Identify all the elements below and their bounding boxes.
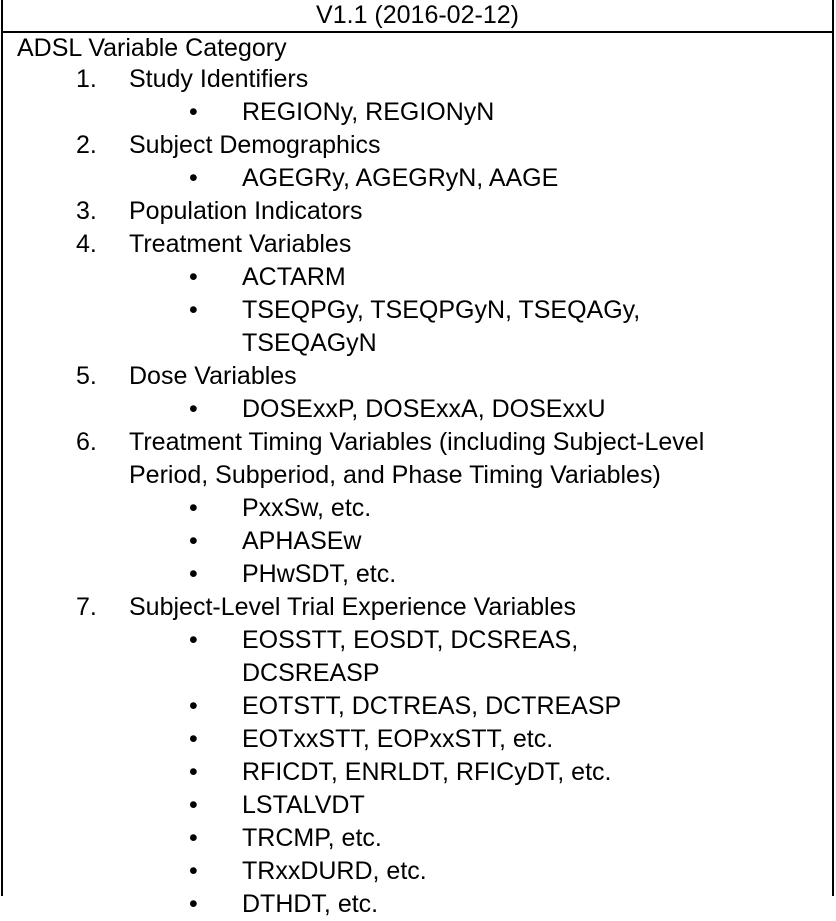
category-label: Population Indicators xyxy=(129,197,363,225)
bullet-icon: • xyxy=(189,98,198,126)
variable-list xyxy=(3,261,833,360)
variable-names: EOTxxSTT, EOPxxSTT, etc. xyxy=(242,725,554,753)
bullet-icon: • xyxy=(189,494,198,522)
category-list xyxy=(3,63,833,921)
variable-names: DOSExxP, DOSExxA, DOSExxU xyxy=(242,395,606,423)
category-row xyxy=(3,63,833,96)
category-row xyxy=(3,360,833,393)
category-number: 5. xyxy=(76,362,97,390)
variable-list xyxy=(3,492,833,591)
category-row xyxy=(3,195,833,228)
variable-names: TRCMP, etc. xyxy=(242,824,382,852)
variable-item xyxy=(3,789,833,822)
category-label: Treatment Variables xyxy=(129,230,352,258)
category-number: 6. xyxy=(76,428,97,456)
category-item xyxy=(3,591,833,921)
category-label: Dose Variables xyxy=(129,362,297,390)
category-row xyxy=(3,228,833,261)
category-row xyxy=(3,591,833,624)
bullet-icon: • xyxy=(189,527,198,555)
bullet-icon: • xyxy=(189,395,198,423)
category-item xyxy=(3,129,833,195)
variable-item xyxy=(3,96,833,129)
bullet-icon: • xyxy=(189,890,198,918)
variable-item xyxy=(3,558,833,591)
category-row xyxy=(3,129,833,162)
category-number: 3. xyxy=(76,197,97,225)
variable-names: REGIONy, REGIONyN xyxy=(242,98,495,126)
variable-item xyxy=(3,261,833,294)
category-item xyxy=(3,228,833,360)
table-title: ADSL Variable Category xyxy=(17,34,287,62)
bullet-icon: • xyxy=(189,560,198,588)
variable-names: PHwSDT, etc. xyxy=(242,560,397,588)
variable-names: LSTALVDT xyxy=(242,791,365,819)
bullet-icon: • xyxy=(189,824,198,852)
variable-names: EOSSTT, EOSDT, DCSREAS, DCSREASP xyxy=(242,626,579,687)
variable-names: RFICDT, ENRLDT, RFICyDT, etc. xyxy=(242,758,612,786)
bullet-icon: • xyxy=(189,692,198,720)
variable-names: PxxSw, etc. xyxy=(242,494,372,522)
category-label: Subject Demographics xyxy=(129,131,381,159)
category-item xyxy=(3,360,833,426)
bullet-icon: • xyxy=(189,626,198,654)
category-label: Treatment Timing Variables (including Subject-Level Period, Subperiod, and Phase Timing Variables) xyxy=(129,428,705,489)
category-item xyxy=(3,195,833,228)
category-item xyxy=(3,63,833,129)
variable-names: ACTARM xyxy=(242,263,346,291)
category-number: 1. xyxy=(76,65,97,93)
variable-names: EOTSTT, DCTREAS, DCTREASP xyxy=(242,692,622,720)
variable-item xyxy=(3,690,833,723)
category-number: 2. xyxy=(76,131,97,159)
variable-item xyxy=(3,822,833,855)
variable-names: DTHDT, etc. xyxy=(242,890,379,918)
variable-list xyxy=(3,624,833,921)
bullet-icon: • xyxy=(189,791,198,819)
variable-names: TSEQPGy, TSEQPGyN, TSEQAGy, TSEQAGyN xyxy=(242,296,641,357)
variable-names: AGEGRy, AGEGRyN, AAGE xyxy=(242,164,559,192)
variable-item xyxy=(3,294,833,360)
version-header: V1.1 (2016-02-12) xyxy=(3,0,832,33)
bullet-icon: • xyxy=(189,758,198,786)
variable-item xyxy=(3,624,833,690)
variable-item xyxy=(3,162,833,195)
bullet-icon: • xyxy=(189,164,198,192)
bullet-icon: • xyxy=(189,857,198,885)
variable-item xyxy=(3,888,833,921)
variable-item xyxy=(3,492,833,525)
variable-item xyxy=(3,756,833,789)
variable-item xyxy=(3,855,833,888)
category-label: Subject-Level Trial Experience Variables xyxy=(129,593,576,621)
category-label: Study Identifiers xyxy=(129,65,309,93)
variable-list xyxy=(3,162,833,195)
category-item xyxy=(3,426,833,591)
variable-item xyxy=(3,723,833,756)
bullet-icon: • xyxy=(189,725,198,753)
variable-list xyxy=(3,96,833,129)
category-number: 4. xyxy=(76,230,97,258)
variable-names: APHASEw xyxy=(242,527,362,555)
variable-list xyxy=(3,393,833,426)
category-row xyxy=(3,426,833,492)
variable-names: TRxxDURD, etc. xyxy=(242,857,427,885)
variable-item xyxy=(3,393,833,426)
bullet-icon: • xyxy=(189,296,198,324)
category-number: 7. xyxy=(76,593,97,621)
variable-category-table xyxy=(1,0,834,918)
bullet-icon: • xyxy=(189,263,198,291)
variable-item xyxy=(3,525,833,558)
